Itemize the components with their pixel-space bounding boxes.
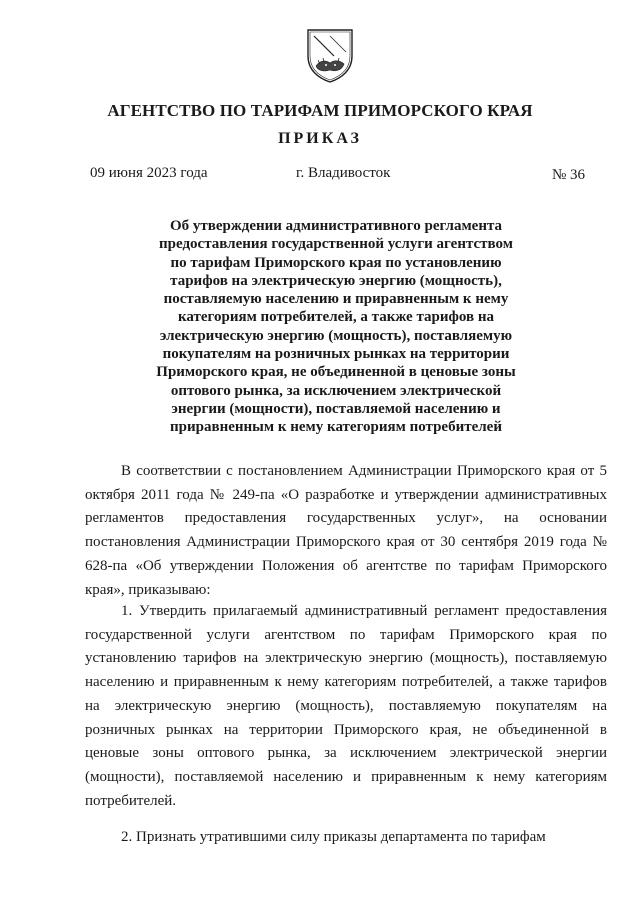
item-2-paragraph: 2. Признать утратившими силу приказы департамента по тарифам [121,829,546,845]
agency-name: АГЕНТСТВО ПО ТАРИФАМ ПРИМОРСКОГО КРАЯ [107,101,533,120]
coat-of-arms-icon [304,26,356,84]
item-1-paragraph: 1. Утвердить прилагаемый административный регламент предоставления государственной услуги агентством по тарифам Приморского края по установлению тарифов на электрическую энергию (мощность), поставляемую населению и приравненным к нему категориям потребителей, а также тарифов на электрическую энергию (мощность), поставляемую покупателям на розничных рынках на территории Приморского края, не объединенной в ценовые зоны оптового рынка, за исключением электрической энергии (мощности), поставляемой населению и приравненным к нему категориям потребителей. [85,603,607,809]
order-number: № 36 [552,167,586,183]
order-city: г. Владивосток [296,165,391,181]
order-title: Об утверждении административного регламента предоставления государственной услуги агентством по тарифам Приморского края по установлению тарифов на электрическую энергию (мощность), поставляемую населению и приравненным к нему категориям потребителей, а также тарифов на электрическую энергию (мощность), поставляемую покупателям на розничных рынках на территории Приморского края, не объединенной в ценовые зоны оптового рынка, за исключением электрической энергии (мощности), поставляемой населению и приравненным к нему категориям потребителей [156,218,516,436]
preamble-paragraph: В соответствии с постановлением Администрации Приморского края от 5 октября 2011 года № 249-па «О разработке и утверждении административных регламентов предоставления государственных услуг», на основании постановления Администрации Приморского края от 30 сентября 2019 года № 628-па «Об утверждении Положения об агентстве по тарифам Приморского края», приказываю: [85,463,607,598]
document-type: ПРИКАЗ [278,130,362,147]
order-date: 09 июня 2023 года [90,165,208,181]
